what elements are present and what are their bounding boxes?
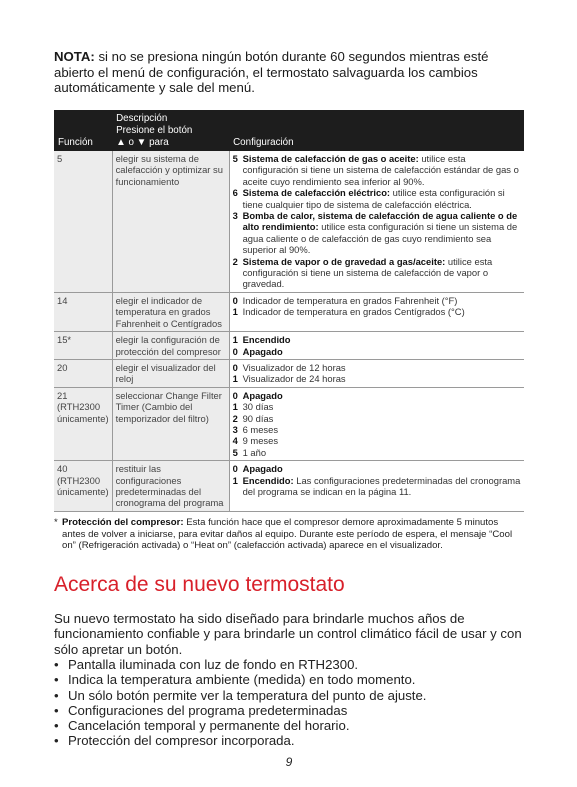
option-number: 0 (232, 361, 238, 373)
option-number: 1 (232, 306, 238, 318)
list-item-text: Configuraciones del programa predeterminadas (68, 702, 348, 718)
nota-label: NOTA: (54, 49, 95, 64)
cell-funcion: 15* (54, 332, 112, 360)
option-description: Las configuraciones predeterminadas del cronograma del programa se indican en la página 11. (242, 474, 521, 497)
option-bold-label: Encendido (242, 334, 291, 346)
option-description: Indicador de temperatura en grados Fahrenheit (°F) (242, 294, 458, 306)
footnote-label: Protección del compresor: (62, 517, 184, 528)
table-body (54, 151, 524, 511)
option-number: 0 (232, 463, 238, 475)
header-funcion: Función (54, 110, 112, 151)
option-description: Indicador de temperatura en grados Centígrados (°C) (242, 306, 465, 318)
cell-descripcion: elegir el visualizador del reloj (112, 359, 229, 387)
header-configuracion: Configuración (229, 110, 524, 151)
option-description: utilice esta configuración si tiene un sistema de calefacción estándar de gas o aceite cuyo rendimiento sea inferior al 90%. (242, 153, 519, 187)
option-number: 3 (232, 210, 238, 222)
option-text (243, 295, 521, 306)
config-option (233, 346, 521, 357)
bullet-icon: • (54, 718, 59, 734)
config-option (233, 424, 521, 435)
bullet-icon: • (54, 672, 59, 688)
bullet-icon: • (54, 687, 59, 703)
option-number: 1 (232, 474, 238, 486)
intro-paragraph: Su nuevo termostato ha sido diseñado para brindarle muchos años de funcionamiento confiable y para brindarle un control climático fácil de usar y con sólo apretar un botón. (54, 611, 522, 657)
config-option (233, 256, 521, 290)
option-text (243, 435, 521, 446)
option-number: 0 (232, 389, 238, 401)
option-bold-label: Bomba de calor, sistema de calefacción de agua caliente o de alto rendimiento: (242, 210, 518, 233)
list-item (54, 718, 524, 733)
footnote-body (62, 517, 524, 552)
option-bold-label: Sistema de calefacción eléctrico: (242, 187, 391, 199)
cell-descripcion: elegir su sistema de calefacción y optimizar su funcionamiento (112, 151, 229, 292)
cell-configuracion (229, 151, 524, 292)
list-item-text: Un sólo botón permite ver la temperatura del punto de ajuste. (68, 687, 427, 703)
feature-list (54, 657, 524, 749)
option-text (243, 413, 521, 424)
config-option (233, 447, 521, 458)
option-text (243, 373, 521, 384)
section-title: Acerca de su nuevo termostato (54, 573, 345, 596)
header-descripcion-line3: ▲ o ▼ para (116, 137, 169, 148)
option-bold-label: Apagado (242, 345, 283, 357)
config-option (233, 334, 521, 345)
option-number: 2 (232, 412, 238, 424)
option-description: utilice esta configuración si tiene un sistema de agua caliente o de calefacción de gas cuyo rendimiento sea superior al 90%. (242, 221, 518, 256)
config-option (233, 435, 521, 446)
option-description: Visualizador de 24 horas (242, 373, 346, 385)
cell-descripcion: elegir el indicador de temperatura en grados Fahrenheit o Centígrados (112, 292, 229, 331)
option-number: 2 (232, 255, 238, 267)
cell-funcion: 21 (RTH2300 únicamente) (54, 387, 112, 460)
option-text (243, 424, 521, 435)
config-option (233, 306, 521, 317)
option-number: 6 (232, 187, 238, 199)
option-bold-label: Apagado (242, 389, 283, 401)
cell-configuracion (229, 461, 524, 512)
option-number: 5 (232, 153, 238, 164)
header-descripcion (112, 110, 229, 151)
cell-descripcion: elegir la configuración de protección del compresor (112, 332, 229, 360)
bullet-icon: • (54, 702, 59, 718)
config-option (233, 295, 521, 306)
option-description: 30 días (242, 401, 274, 413)
config-option (233, 362, 521, 373)
page-number: 9 (285, 755, 293, 769)
footnote-text: Esta función hace que el compresor demore aproximadamente 5 minutos antes de volver a iniciarse, para evitar daños al equipo. Durante este período de espera, el mensaje “Cool on” (Refrigeración activada) o “Heat on” (calefacción activada) aparece en el visualizador. (62, 517, 513, 552)
nota-text: si no se presiona ningún botón durante 60 segundos mientras esté abierto el menú de configuración, el termostato salvaguarda los cambios automáticamente y sale del menú. (54, 49, 489, 95)
table-row (54, 387, 524, 460)
list-item (54, 703, 524, 718)
config-option (233, 390, 521, 401)
option-bold-label: Encendido: (242, 474, 294, 486)
cell-funcion: 20 (54, 359, 112, 387)
cell-configuracion (229, 387, 524, 460)
cell-configuracion (229, 332, 524, 360)
list-item-text: Pantalla iluminada con luz de fondo en RTH2300. (68, 657, 359, 672)
footnote (54, 517, 524, 552)
option-text (243, 187, 521, 210)
cell-descripcion: seleccionar Change Filter Timer (Cambio del temporizador del filtro) (112, 387, 229, 460)
option-text (243, 362, 521, 373)
option-text (243, 390, 521, 401)
option-description: 9 meses (242, 435, 279, 447)
table-row (54, 461, 524, 512)
config-option (233, 463, 521, 474)
cell-funcion: 5 (54, 151, 112, 292)
option-text (243, 306, 521, 317)
list-item (54, 733, 524, 748)
header-descripcion-line1: Descripción (116, 113, 168, 124)
option-bold-label: Sistema de vapor o de gravedad a gas/aceite: (242, 255, 446, 267)
list-item-text: Protección del compresor incorporada. (68, 733, 295, 749)
option-description: 6 meses (242, 423, 279, 435)
list-item-text: Cancelación temporal y permanente del horario. (68, 718, 350, 734)
option-text (243, 210, 521, 256)
cell-funcion: 40 (RTH2300 únicamente) (54, 461, 112, 512)
option-description: utilice esta configuración si tiene un sistema de calefacción de vapor o gravedad. (242, 255, 493, 290)
option-bold-label: Apagado (242, 463, 283, 475)
cell-configuracion (229, 359, 524, 387)
option-number: 0 (232, 345, 238, 357)
option-text (243, 475, 521, 498)
list-item (54, 657, 524, 672)
config-option (233, 475, 521, 498)
option-number: 4 (232, 435, 238, 447)
bullet-icon: • (54, 657, 59, 672)
config-option (233, 401, 521, 412)
option-description: 1 año (242, 446, 267, 458)
option-text (243, 346, 521, 357)
nota-paragraph (54, 49, 524, 96)
list-item-text: Indica la temperatura ambiente (medida) en todo momento. (68, 672, 416, 688)
cell-descripcion: restituir las configuraciones predeterminadas del cronograma del programa (112, 461, 229, 512)
table-row (54, 292, 524, 331)
cell-funcion: 14 (54, 292, 112, 331)
option-text (243, 334, 521, 345)
option-description: 90 días (242, 412, 274, 424)
option-number: 5 (232, 446, 238, 458)
config-option (233, 373, 521, 384)
bullet-icon: • (54, 733, 59, 749)
option-text (243, 447, 521, 458)
option-number: 1 (232, 401, 238, 413)
list-item (54, 688, 524, 703)
table-row (54, 332, 524, 360)
option-number: 1 (232, 334, 238, 346)
option-number: 0 (232, 294, 238, 306)
config-option (233, 153, 521, 187)
cell-configuracion (229, 292, 524, 331)
option-number: 1 (232, 373, 238, 385)
option-text (243, 401, 521, 412)
option-text (243, 153, 521, 187)
option-description: Visualizador de 12 horas (242, 361, 346, 373)
table-header-row (54, 110, 524, 151)
table-row (54, 151, 524, 292)
list-item (54, 672, 524, 687)
header-descripcion-line2: Presione el botón (116, 125, 193, 136)
option-number: 3 (232, 423, 238, 435)
option-text (243, 463, 521, 474)
config-option (233, 187, 521, 210)
option-bold-label: Sistema de calefacción de gas o aceite: (242, 153, 419, 164)
option-description: utilice esta configuración si tiene cualquier tipo de sistema de calefacción eléctrica. (242, 187, 505, 210)
footnote-star: * (54, 517, 58, 528)
config-option (233, 210, 521, 256)
table-row (54, 359, 524, 387)
config-option (233, 413, 521, 424)
option-text (243, 256, 521, 290)
configuration-table (54, 110, 524, 512)
